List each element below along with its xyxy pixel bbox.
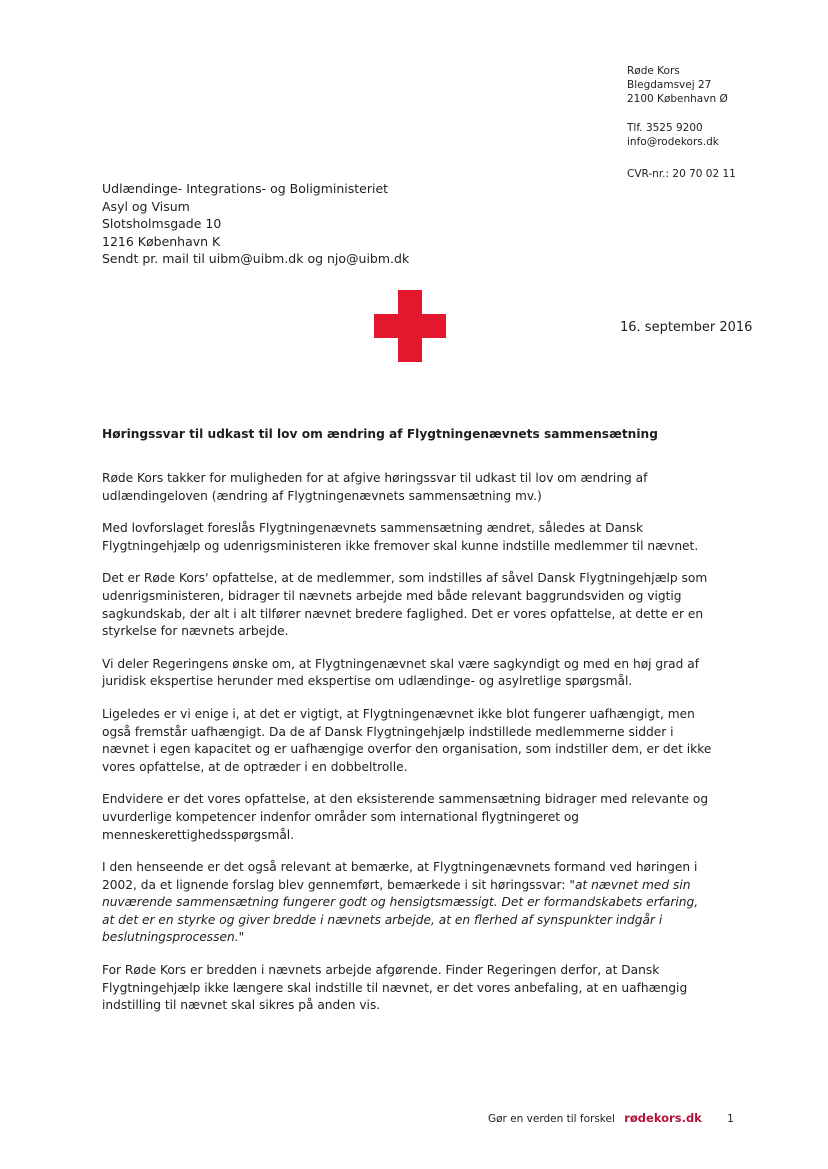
page-footer bbox=[488, 1111, 734, 1125]
paragraph: Endvidere er det vores opfattelse, at den eksisterende sammensætning bidrager med relevante og uvurderlige kompetencer indenfor områder som international flygtningeret og menneskerettighedsspørgsmål. bbox=[102, 792, 709, 842]
recipient-line: Sendt pr. mail til uibm@uibm.dk og njo@uibm.dk bbox=[102, 251, 410, 266]
sender-cvr: CVR-nr.: 20 70 02 11 bbox=[627, 168, 736, 180]
quotation: "at nævnet med sin nuværende sammensætning fungerer godt og hensigtsmæssigt. Det er formandskabets erfaring, at det er en styrke og giver bredde i nævnets arbejde, at en flerhed af synspunkter indgår i beslutningsprocessen." bbox=[102, 877, 699, 945]
red-cross-icon bbox=[374, 290, 446, 362]
sender-email: info@rodekors.dk bbox=[627, 136, 719, 148]
paragraph-with-quote bbox=[102, 859, 714, 947]
paragraph: For Røde Kors er bredden i nævnets arbejde afgørende. Finder Regeringen derfor, at Dansk Flygtningehjælp ikke længere skal indstille til nævnet, er det vores anbefaling, at en uafhængig indstilling til nævnet skal sikres på anden vis. bbox=[102, 963, 688, 1013]
paragraph: Det er Røde Kors' opfattelse, at de medlemmer, som indstilles af såvel Dansk Flygtningehjælp som udenrigsministeren, bidrager til nævnets arbejde med både relevant baggrundsviden og vigtig sagkundskab, der alt i alt tilfører nævnet bredere faglighed. Det er vores opfattelse, at dette er en styrkelse for nævnets arbejde. bbox=[102, 571, 708, 639]
paragraph: Med lovforslaget foreslås Flygtningenævnets sammensætning ændret, således at Dansk Flygtningehjælp og udenrigsministeren ikke fremover skal kunne indstille medlemmer til nævnet. bbox=[102, 521, 699, 553]
recipient-line: Slotsholmsgade 10 bbox=[102, 216, 222, 231]
paragraph: Vi deler Regeringens ønske om, at Flygtningenævnet skal være sagkyndigt og med en høj grad af juridisk ekspertise herunder med ekspertise om udlændinge- og asylretlige spørgsmål. bbox=[102, 656, 699, 689]
sender-phone: Tlf. 3525 9200 bbox=[627, 122, 703, 134]
letter-body bbox=[102, 470, 714, 1030]
letter-subject: Høringssvar til udkast til lov om ændring af Flygtningenævnets sammensætning bbox=[102, 427, 658, 441]
letter-date: 16. september 2016 bbox=[620, 320, 753, 335]
footer-tagline: Gør en verden til forskel bbox=[488, 1113, 615, 1125]
recipient-address bbox=[102, 180, 409, 268]
paragraph-intro: I den henseende er det også relevant at bemærke, at Flygtningenævnets formand ved høringen i 2002, da et lignende forslag blev gennemført, bemærkede i sit høringssvar: bbox=[102, 860, 698, 892]
recipient-line: Udlændinge- Integrations- og Boligministeriet bbox=[102, 181, 389, 196]
sender-address bbox=[627, 64, 736, 181]
recipient-line: Asyl og Visum bbox=[102, 198, 190, 214]
sender-name: Røde Kors bbox=[627, 65, 680, 77]
sender-street: Blegdamsvej 27 bbox=[627, 79, 712, 91]
paragraph: Ligeledes er vi enige i, at det er vigtigt, at Flygtningenævnet ikke blot fungerer uafhængigt, men også fremstår uafhængigt. Da de af Dansk Flygtningehjælp indstillede medlemmerne sidder i nævnet i egen kapacitet og er uafhængige overfor den organisation, som indstiller dem, er det ikke vores opfattelse, at de optræder i en dobbeltrolle. bbox=[102, 706, 712, 774]
sender-city: 2100 København Ø bbox=[627, 93, 728, 105]
page-number: 1 bbox=[727, 1113, 734, 1125]
footer-brand: rødekors.dk bbox=[624, 1111, 702, 1125]
recipient-line: 1216 København K bbox=[102, 233, 221, 249]
paragraph: Røde Kors takker for muligheden for at afgive høringssvar til udkast til lov om ændring af udlændingeloven (ændring af Flygtningenævnets sammensætning mv.) bbox=[102, 471, 648, 503]
